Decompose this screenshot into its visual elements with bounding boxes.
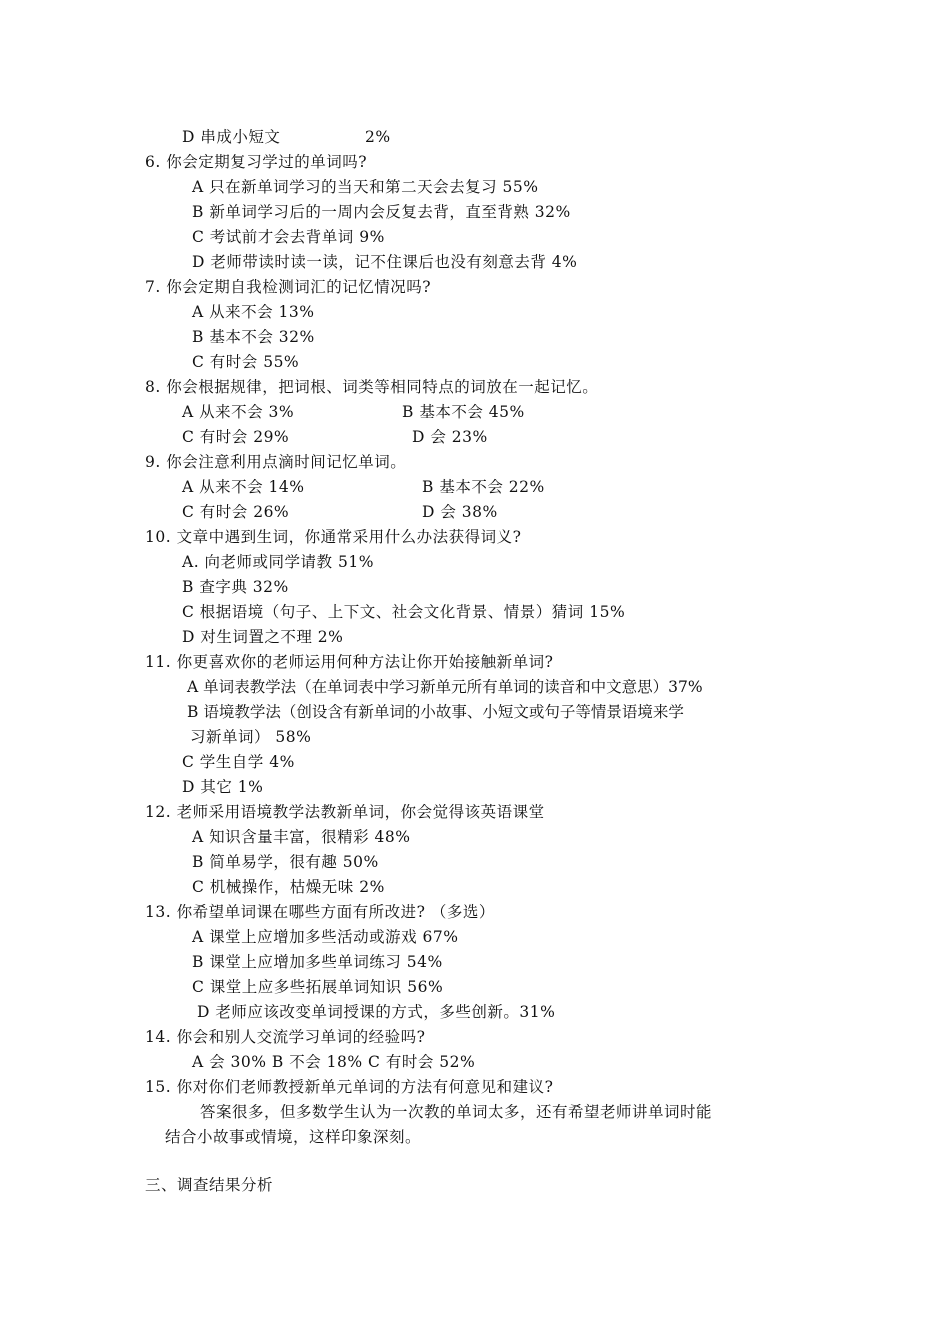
q14-question: 14. 你会和别人交流学习单词的经验吗? (145, 1028, 426, 1046)
q12-option-b: B 简单易学，很有趣 50% (192, 853, 379, 871)
q9-option-d: D 会 38% (422, 503, 498, 521)
q10-question: 10. 文章中遇到生词，你通常采用什么办法获得词义? (145, 528, 522, 546)
q10-option-a: A. 向老师或同学请教 51% (182, 553, 374, 571)
q12-option-c: C 机械操作，枯燥无味 2% (192, 878, 385, 896)
q6-option-d: D 老师带读时读一读，记不住课后也没有刻意去背 4% (192, 253, 578, 271)
q5-option-d: D 串成小短文 (182, 128, 281, 146)
q11-option-b-continued: 习新单词） 58% (190, 728, 312, 746)
q11-option-d: D 其它 1% (182, 778, 264, 796)
q11-option-c: C 学生自学 4% (182, 753, 295, 771)
q11-question: 11. 你更喜欢你的老师运用何种方法让你开始接触新单词? (145, 653, 554, 671)
q13-option-c: C 课堂上应多些拓展单词知识 56% (192, 978, 444, 996)
q13-option-a: A 课堂上应增加多些活动或游戏 67% (192, 928, 459, 946)
q13-option-d: D 老师应该改变单词授课的方式，多些创新。31% (197, 1003, 556, 1021)
q7-option-c: C 有时会 55% (192, 353, 300, 371)
q8-question: 8. 你会根据规律，把词根、词类等相同特点的词放在一起记忆。 (145, 378, 599, 396)
q13-option-b: B 课堂上应增加多些单词练习 54% (192, 953, 443, 971)
q12-option-a: A 知识含量丰富，很精彩 48% (192, 828, 411, 846)
q15-answer-line-1: 答案很多，但多数学生认为一次教的单词太多，还有希望老师讲单词时能 (200, 1103, 713, 1121)
q7-option-a: A 从来不会 13% (192, 303, 315, 321)
q8-option-d: D 会 23% (412, 428, 488, 446)
q7-question: 7. 你会定期自我检测词汇的记忆情况吗? (145, 278, 432, 296)
q10-option-d: D 对生词置之不理 2% (182, 628, 344, 646)
q7-option-b: B 基本不会 32% (192, 328, 315, 346)
q11-option-a: A 单词表教学法（在单词表中学习新单元所有单词的读音和中文意思）37% (187, 678, 703, 696)
q10-option-b: B 查字典 32% (182, 578, 289, 596)
q15-answer-line-2: 结合小故事或情境，这样印象深刻。 (165, 1128, 422, 1146)
q6-question: 6. 你会定期复习学过的单词吗? (145, 153, 368, 171)
q11-option-b: B 语境教学法（创设含有新单词的小故事、小短文或句子等情景语境来学 (187, 703, 684, 721)
q9-option-a: A 从来不会 14% (182, 478, 305, 496)
q9-option-c: C 有时会 26% (182, 503, 290, 521)
q10-option-c: C 根据语境（句子、上下文、社会文化背景、情景）猜词 15% (182, 603, 626, 621)
q6-option-b: B 新单词学习后的一周内会反复去背，直至背熟 32% (192, 203, 571, 221)
q8-option-a: A 从来不会 3% (182, 403, 295, 421)
q5-option-d-percent: 2% (365, 128, 391, 146)
q12-question: 12. 老师采用语境教学法教新单词，你会觉得该英语课堂 (145, 803, 545, 821)
q13-question: 13. 你希望单词课在哪些方面有所改进? （多选） (145, 903, 495, 921)
q9-option-b: B 基本不会 22% (422, 478, 545, 496)
q8-option-c: C 有时会 29% (182, 428, 290, 446)
q15-question: 15. 你对你们老师教授新单元单词的方法有何意见和建议? (145, 1078, 554, 1096)
q9-question: 9. 你会注意利用点滴时间记忆单词。 (145, 453, 407, 471)
q14-options: A 会 30% B 不会 18% C 有时会 52% (192, 1053, 476, 1071)
q6-option-a: A 只在新单词学习的当天和第二天会去复习 55% (192, 178, 539, 196)
q6-option-c: C 考试前才会去背单词 9% (192, 228, 385, 246)
section-heading-survey-analysis: 三、调查结果分析 (145, 1176, 274, 1194)
q8-option-b: B 基本不会 45% (402, 403, 525, 421)
